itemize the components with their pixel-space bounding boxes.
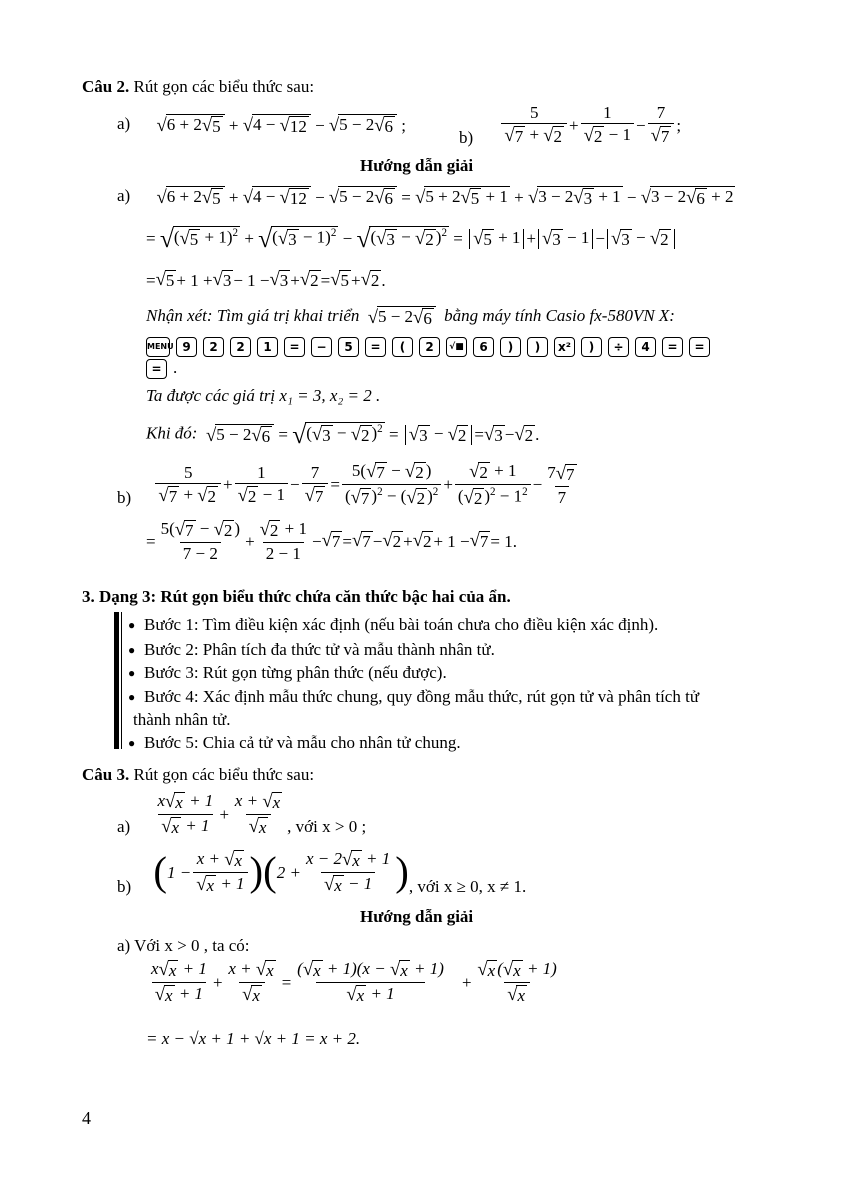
key: 2 [230, 337, 251, 357]
question-2-label: Câu 2. [82, 77, 130, 96]
step-2: Bước 2: Phân tích đa thức tử và mẫu thành nhân tử. [144, 640, 495, 659]
q2-note: Nhận xét: Tìm giá trị khai triển √ 5 − 2 √ 6 bằng máy tính Casio fx-580VN X: [146, 305, 675, 329]
q3-sol-a-intro: a) Với x > 0 , ta có: [117, 936, 250, 955]
key: ) [500, 337, 521, 357]
question-2-prompt: Rút gọn các biểu thức sau: [129, 77, 315, 96]
q2-sol-a-line3: = √ 5 + 1 + √ 3 − 1 − √ 3 + √ 2 = √ 5 + √ 2 . [146, 269, 386, 291]
key: ÷ [608, 337, 629, 357]
step-4: Bước 4: Xác định mẫu thức chung, quy đồng mẫu thức, rút gọn tử và phân tích tử [144, 687, 700, 706]
q3-solution-heading: Hướng dẫn giải [360, 907, 474, 926]
key: 9 [176, 337, 197, 357]
key: = [284, 337, 305, 357]
left-rule-thin [121, 612, 122, 749]
q2-sol-b-line2: = 5( √ 7 − √ 2 ) 7 − 2 + √ 2 + 1 2 − 1 − √ 7 = √ 7 − √ 2 + √ 2 + 1 − √ 7 = 1. [146, 519, 517, 564]
question-3-prompt: Rút gọn các biểu thức sau: [129, 765, 315, 784]
question-3-title [82, 766, 314, 783]
bullet-icon: ● [128, 643, 136, 657]
key: 6 [473, 337, 494, 357]
q2-khi-do-line: Khi đó: √ 5 − 2 √ 6 = √ ( √ 3 − √ 2 )$^2$ = √ 3 − √ 2 = √ 3 − √ 2 . [146, 420, 540, 449]
key: 4 [635, 337, 656, 357]
key: − [311, 337, 332, 357]
key: 1 [257, 337, 278, 357]
q3-b-expression: b) ( 1 − x + √ x √ x + 1 )( 2 + x − 2 √ x + 1 √ x − 1 ) , với x ≥ 0, x ≠ 1. [117, 849, 527, 897]
bullet-icon: ● [128, 690, 136, 704]
bullet-icon: ● [128, 618, 136, 632]
calculator-key-sequence [146, 337, 716, 357]
left-rule-thick [114, 612, 119, 749]
q3-a-expression: a) x √ x + 1 √ x + 1 + x + √ x √ x , với x > 0 ; [117, 791, 367, 838]
step-3: Bước 3: Rút gọn từng phân thức (nếu được). [144, 663, 447, 682]
key: 2 [203, 337, 224, 357]
step-1: Bước 1: Tìm điều kiện xác định (nếu bài toán chưa cho điều kiện xác định). [144, 615, 659, 634]
key: ( [392, 337, 413, 357]
q3-sol-a-line1: x √ x + 1 √ x + 1 + x + √ x √ x = ( √ x + 1)(x − √ x + 1) √ x + 1 + √ x ( √ x + 1) √ x [151, 959, 557, 1006]
calculator-key-sequence-2: = . [146, 359, 177, 379]
key: 2 [419, 337, 440, 357]
page-number: 4 [82, 1108, 91, 1128]
step-5: Bước 5: Chia cả tử và mẫu cho nhân tử chung. [144, 733, 461, 752]
section-3-title: 3. Dạng 3: Rút gọn biểu thức chứa căn thức bậc hai của ẩn. [82, 587, 511, 606]
key: 5 [338, 337, 359, 357]
step-4-cont: thành nhân tử. [133, 710, 231, 729]
question-2-title [82, 78, 314, 95]
key-square: x² [554, 337, 575, 357]
key-menu: MENU [146, 337, 170, 357]
q2-solution-heading: Hướng dẫn giải [360, 156, 474, 175]
q2-values-line: Ta được các giá trị x₁ = 3, x₂ = 2 . [146, 386, 381, 405]
q3-sol-final: = x − √x + 1 + √x + 1 = x + 2. [146, 1029, 361, 1048]
bullet-icon: ● [128, 666, 136, 680]
key: = [146, 359, 167, 379]
bullet-icon: ● [128, 736, 136, 750]
q2-sol-b-line1: b) 5 √ 7 + √ 2 + 1 √ 2 − 1 − 7 √ 7 = 5( √ 7 − √ 2 ) ( √ 7 )$^2$ − ( √ 2 )$^2$ + √ 2 + 1 ( √ 2 )$^2 - 1^2$ − 7 √ 7 7 [117, 461, 575, 508]
key: = [689, 337, 710, 357]
key: = [662, 337, 683, 357]
key: ) [527, 337, 548, 357]
key: ) [581, 337, 602, 357]
q2-a-expression: a) √ 6 + 2 √ 5 + √ 4 − √ 12 − √ 5 − 2 √ 6 ; [117, 113, 407, 137]
question-3-label: Câu 3. [82, 765, 130, 784]
q2-sol-a-line2: = √ ( √ 5 + 1)$^2$ + √ ( √ 3 − 1)$^2$ − √ ( √ 3 − √ 2 )$^2$ = √ 5 + 1 + √ 3 − 1 − √ 3 − √ 2 [146, 226, 677, 252]
q2-sol-a-line1: a) √ 6 + 2 √ 5 + √ 4 − √ 12 − √ 5 − 2 √ 6 = √ 5 + 2 √ 5 + 1 + √ 3 − 2 √ 3 + 1 − √ 3 − 2 √ 6 + 2 [117, 185, 734, 209]
key-sqrt: √■ [446, 337, 467, 357]
q2-b-expression: b) 5 √ 7 + √ 2 + 1 √ 2 − 1 − 7 √ 7 ; [459, 103, 682, 147]
key: = [365, 337, 386, 357]
